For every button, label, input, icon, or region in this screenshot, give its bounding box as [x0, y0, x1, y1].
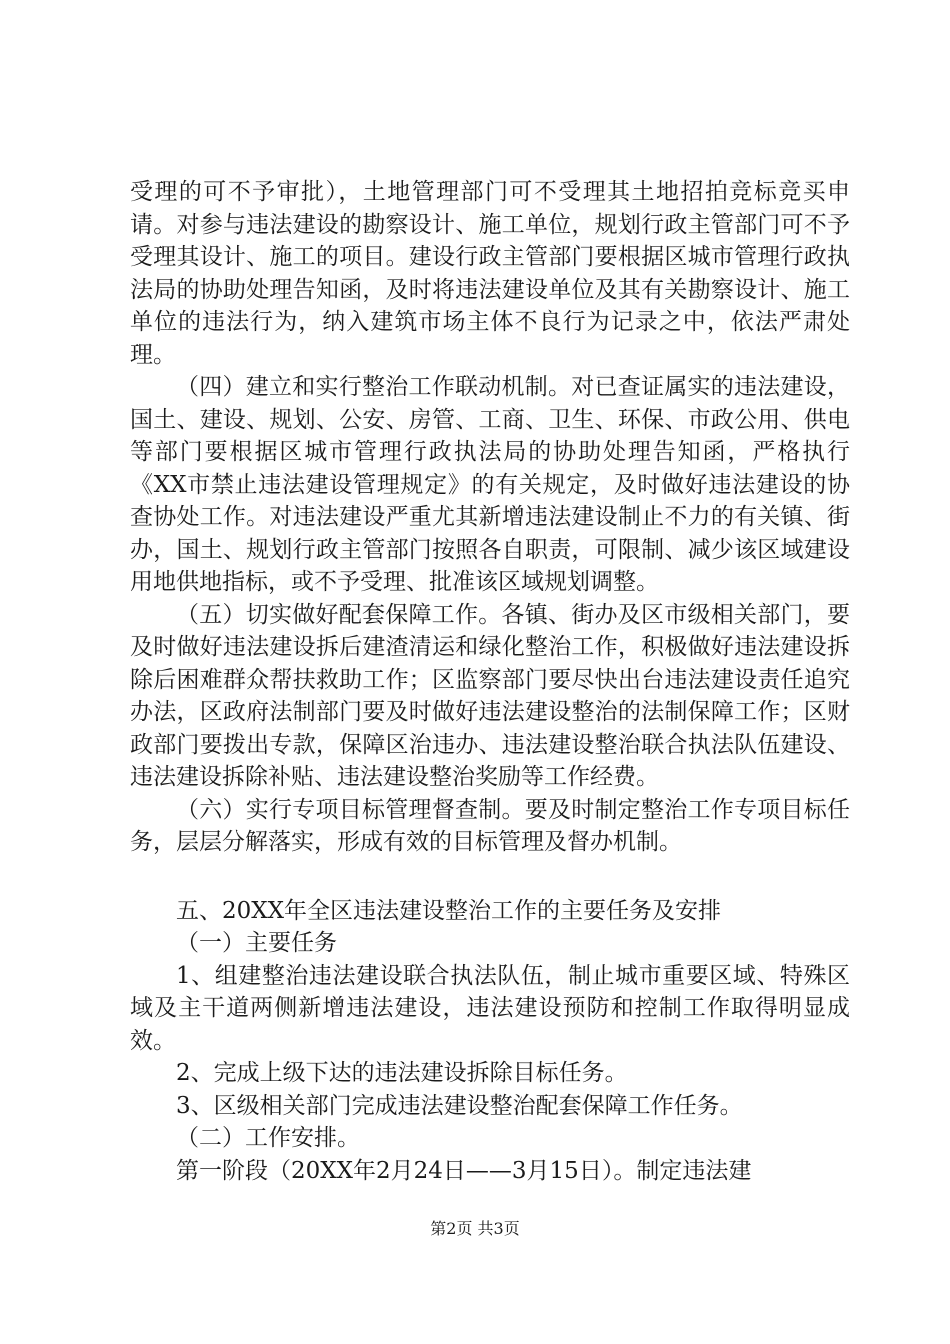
paragraph-phase-1: 第一阶段（20XX年2月24日——3月15日）。制定违法建 [176, 1157, 752, 1184]
paragraph-continuation: 受理的可不予审批），土地管理部门可不受理其土地招拍竞标竞买申请。对参与违法建设的勘察设计、施工单位，规划行政主管部门可不予受理其设计、施工的项目。建设行政主管部门要根据区城市管理行政执法局的协助处理告知函，及时将违法建设单位及其有关勘察设计、施工单位的违法行为，纳入建筑市场主体不良行为记录之中，依法严肃处理。 [130, 179, 850, 368]
page-footer: 第2页 共3页 [430, 1219, 520, 1238]
section-heading: 五、20XX年全区违法建设整治工作的主要任务及安排 [176, 897, 722, 924]
task-item-1: 1、组建整治违法建设联合执法队伍，制止城市重要区域、特殊区域及主干道两侧新增违法建设，违法建设预防和控制工作取得明显成效。 [130, 962, 850, 1054]
paragraph-section-4: （四）建立和实行整治工作联动机制。对已查证属实的违法建设，国土、建设、规划、公安、房管、工商、卫生、环保、市政公用、供电等部门要根据区城市管理行政执法局的协助处理告知函，严格执行《XX市禁止违法建设管理规定》的有关规定，及时做好违法建设的协查协处工作。对违法建设严重尤其新增违法建设制止不力的有关镇、街办，国土、规划行政主管部门按照各自职责，可限制、减少该区域建设用地供地指标，或不予受理、批准该区域规划调整。 [130, 374, 850, 595]
document-body [130, 176, 850, 1187]
paragraph-section-6: （六）实行专项目标管理督查制。要及时制定整治工作专项目标任务，层层分解落实，形成有效的目标管理及督办机制。 [130, 796, 850, 855]
task-item-3: 3、区级相关部门完成违法建设整治配套保障工作任务。 [176, 1092, 743, 1119]
task-item-2: 2、完成上级下达的违法建设拆除目标任务。 [176, 1060, 628, 1086]
subheading-work-arrangement: （二）工作安排。 [176, 1125, 360, 1151]
subheading-main-tasks: （一）主要任务 [176, 930, 337, 956]
paragraph-section-5: （五）切实做好配套保障工作。各镇、街办及区市级相关部门，要及时做好违法建设拆后建渣清运和绿化整治工作，积极做好违法建设拆除后困难群众帮扶救助工作；区监察部门要尽快出台违法建设责任追究办法，区政府法制部门要及时做好违法建设整治的法制保障工作；区财政部门要拨出专款，保障区治违办、违法建设整治联合执法队伍建设、违法建设拆除补贴、违法建设整治奖励等工作经费。 [130, 601, 850, 790]
